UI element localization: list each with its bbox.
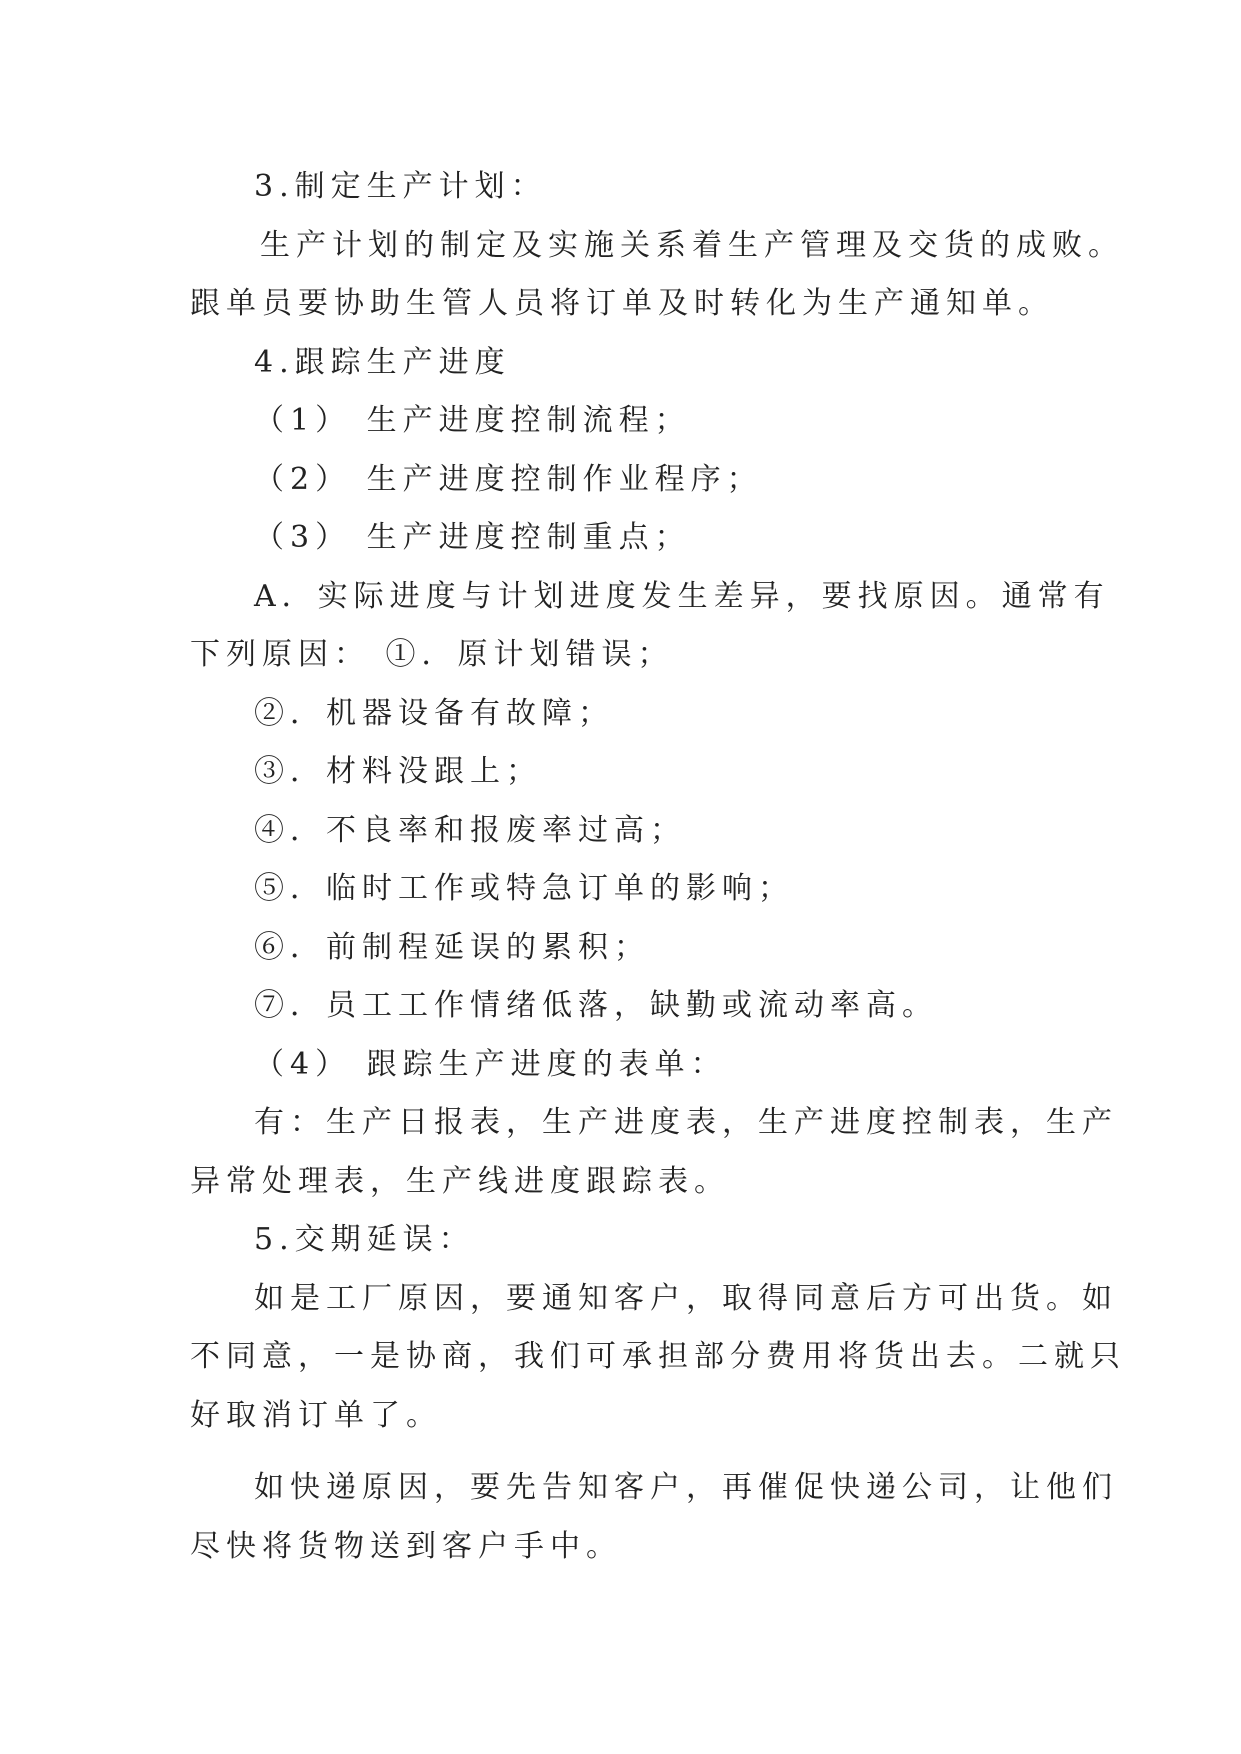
cause-item-7: ⑦．员工工作情绪低落，缺勤或流动率高。 bbox=[254, 988, 938, 1023]
paragraph-gap bbox=[190, 1445, 1070, 1459]
list-item-3: （3） 生产进度控制重点； bbox=[254, 520, 691, 555]
cause-item-6: ⑥．前制程延误的累积； bbox=[254, 929, 650, 965]
list-item-2: （2） 生产进度控制作业程序； bbox=[254, 461, 763, 497]
paragraph-line: 如是工厂原因，要通知客户，取得同意后方可出货。如 bbox=[254, 1280, 1118, 1316]
heading-4: 4.跟踪生产进度 bbox=[254, 344, 511, 380]
paragraph-line: 下列原因： ①．原计划错误； bbox=[190, 637, 674, 672]
paragraph-line: 有：生产日报表，生产进度表，生产进度控制表，生产 bbox=[254, 1105, 1118, 1140]
document-body bbox=[190, 158, 1126, 1576]
paragraph-line: 如快递原因，要先告知客户，再催促快递公司，让他们 bbox=[254, 1470, 1118, 1505]
list-item-4: （4） 跟踪生产进度的表单： bbox=[254, 1046, 727, 1082]
paragraph-line: 尽快将货物送到客户手中。 bbox=[190, 1528, 622, 1564]
paragraph-line: 好取消订单了。 bbox=[190, 1397, 442, 1433]
paragraph-line: 不同意，一是协商，我们可承担部分费用将货出去。二就只 bbox=[190, 1339, 1126, 1374]
paragraph-line: A．实际进度与计划进度发生差异，要找原因。通常有 bbox=[254, 578, 1110, 614]
cause-item-4: ④．不良率和报废率过高； bbox=[254, 812, 686, 848]
heading-5: 5.交期延误： bbox=[254, 1222, 475, 1257]
paragraph-line: 跟单员要协助生管人员将订单及时转化为生产通知单。 bbox=[190, 286, 1054, 321]
heading-3: 3.制定生产计划： bbox=[254, 169, 547, 204]
cause-item-3: ③．材料没跟上； bbox=[254, 754, 542, 789]
paragraph-line: 生产计划的制定及实施关系着生产管理及交货的成败。 bbox=[260, 227, 1124, 263]
paragraph-line: 异常处理表，生产线进度跟踪表。 bbox=[190, 1163, 730, 1199]
cause-item-2: ②．机器设备有故障； bbox=[254, 695, 614, 731]
list-item-1: （1） 生产进度控制流程； bbox=[254, 403, 691, 438]
cause-item-5: ⑤．临时工作或特急订单的影响； bbox=[254, 871, 794, 906]
